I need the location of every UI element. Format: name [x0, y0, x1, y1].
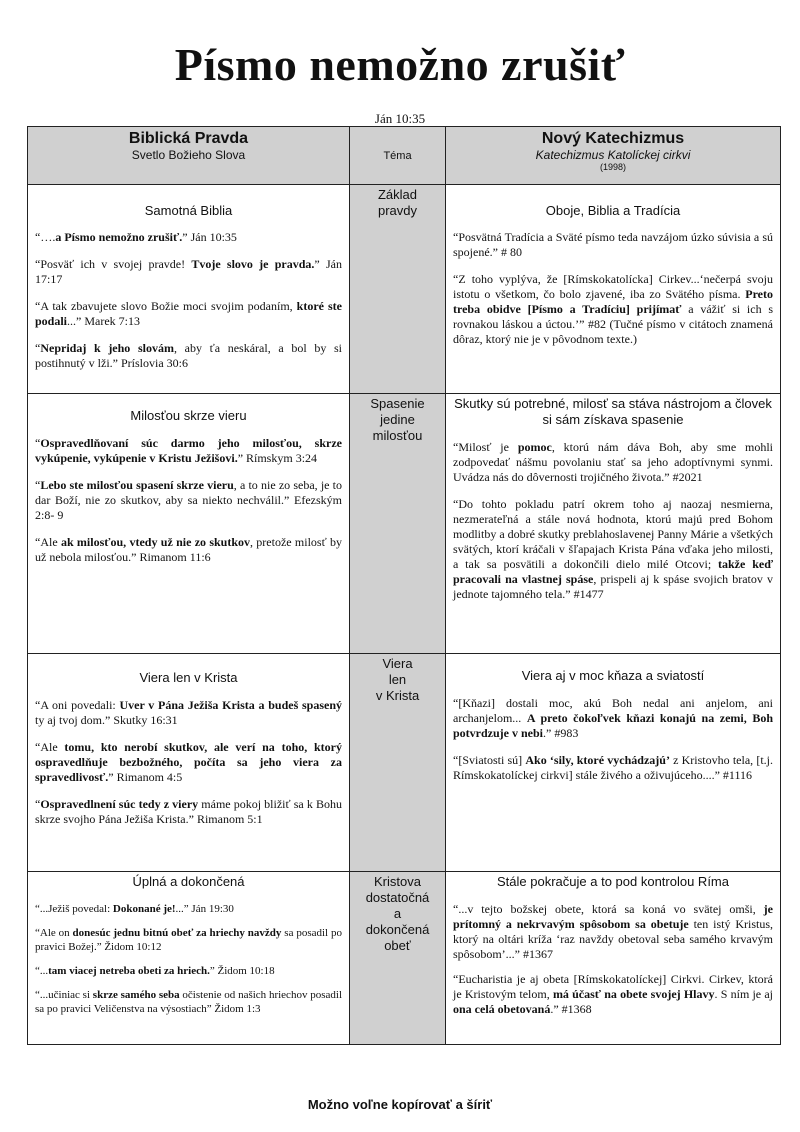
- header-row: [28, 127, 781, 185]
- theme-cell: [350, 872, 446, 1045]
- quote: “Ale tomu, kto nerobí skutkov, ale verí na toho, ktorý ospravedlňuje bezbožného, počíta sa jeho viera za spravedlivosť.” Rimanom 4:5: [35, 740, 342, 784]
- quote: “Ale ak milosťou, vtedy už nie zo skutkov, pretože milosť by už nebola milosťou.” Rimanom 11:6: [35, 535, 343, 564]
- right-cell: [446, 394, 781, 654]
- quote: “[Kňazi] dostali moc, akú Boh nedal ani anjelom, ani archanjelom... A preto čokoľvek kňazi konajú na zemi, Boh potvrdzuje v nebi.” #983: [453, 696, 774, 740]
- quote: “Ospravedlnení súc tedy z viery máme pokoj bližiť sa k Bohu skrze svojho Pána Ježiša Krista.” Rimanom 5:1: [35, 797, 343, 826]
- right-cell-title: Skutky sú potrebné, milosť sa stáva nástrojom a človek si sám získava spasenie: [454, 396, 772, 427]
- quote: “Ale on donesúc jednu bitnú obeť za hriechy navždy sa posadil po pravici Božej.” Židom 10:12: [35, 927, 342, 953]
- quote: “...učiniac si skrze samého seba očistenie od našich hriechov posadil sa po pravici Veličenstva na výsostiach” Židom 1:3: [35, 989, 342, 1015]
- header-middle: Téma: [350, 127, 446, 185]
- theme-line: dokončená: [365, 922, 430, 937]
- left-cell-title: Viera len v Krista: [139, 670, 238, 685]
- header-left: [28, 127, 350, 185]
- left-cell-title: Samotná Biblia: [144, 203, 233, 218]
- right-cell-title: Stále pokračuje a to pod kontrolou Ríma: [497, 874, 729, 889]
- reference: Ján 10:35: [374, 111, 426, 126]
- quote: “...tam viacej netreba obeti za hriech.” Židom 10:18: [35, 965, 275, 977]
- page-title: Písmo nemožno zrušiť: [174, 39, 626, 90]
- theme-cell: [350, 394, 446, 654]
- header-right-title: Nový Katechizmus: [541, 130, 685, 147]
- theme-line: a: [393, 906, 402, 921]
- right-cell: [446, 185, 781, 394]
- quote: “...Ježiš povedal: Dokonané je!...” Ján 19:30: [35, 903, 234, 915]
- right-cell: [446, 872, 781, 1045]
- theme-line: Kristova: [374, 874, 421, 889]
- theme-line: milosťou: [372, 428, 423, 443]
- quote: “Eucharistia je aj obeta [Rímskokatolíckej] Cirkvi. Cirkev, ktorá je Kristovým telom, má účasť na obete svojej Hlavy. S ním je aj ona celá obetovaná.” #1368: [453, 972, 774, 1016]
- theme-line: Viera: [382, 656, 413, 671]
- quote: “...v tejto božskej obete, ktorá sa koná vo svätej omši, je prítomný a nekrvavým spôsobom sa obetuje ten istý Kristus, ktorý na oltári kríža ‘raz navždy obetoval seba samého krvavým spôsobom’...” #1367: [453, 902, 774, 961]
- right-cell: [446, 654, 781, 872]
- quote: “Do tohto pokladu patrí okrem toho aj naozaj nesmierna, nezmerateľná a stále nová hodnota, ktorú majú pred Bohom modlitby a dobré skutky preblahoslavenej Panny Márie a všetkých svätých, ktorí kráčali v šľapajach Krista Pána vďaka jeho milosti, a tak sa posvätili a dokončili dielo milé Otcovi; takže keď pracovali na vlastnej spáse, prispeli aj k spáse svojich bratov v jednote tajomného tela.” #1477: [453, 497, 773, 601]
- header-right-subtitle: Katechizmus Katolíckej cirkvi: [535, 148, 691, 162]
- left-cell: [28, 872, 350, 1045]
- theme-line: len: [388, 672, 407, 687]
- table-row: [28, 185, 781, 394]
- theme-line: obeť: [384, 938, 411, 953]
- header-left-title: Biblická Pravda: [128, 130, 249, 147]
- theme-line: v Krista: [375, 688, 420, 703]
- quote: “Posväť ich v svojej pravde! Tvoje slovo je pravda.” Ján 17:17: [35, 257, 342, 286]
- quote: “Z toho vyplýva, že [Rímskokatolícka] Cirkev...‘nečerpá svoju istotu o všetkom, čo bolo zjavené, iba zo Svätého písma. Preto treba obidve [Písmo a Tradíciu] prijímať a vážiť si ich s rovnakou láskou a úctou.’” #82 (Tučné písmo v citátoch znamená dôraz, ktorý nie je v pôvodnom texte.): [453, 272, 773, 346]
- table-row: [28, 394, 781, 654]
- header-left-subtitle: Svetlo Božieho Slova: [131, 148, 246, 162]
- left-cell-title: Úplná a dokončená: [132, 874, 245, 889]
- quote: “Ospravedlňovaní súc darmo jeho milosťou, skrze vykúpenie, vykúpenie v Kristu Ježišovi.” Rímskym 3:24: [35, 436, 342, 465]
- theme-line: Základ: [377, 187, 418, 202]
- quote: “Posvätná Tradícia a Sväté písmo teda navzájom úzko súvisia a sú spojené.” # 80: [453, 230, 773, 259]
- quote: “[Sviatosti sú] Ako ‘sily, ktoré vychádzajú’ z Kristovho tela, [t.j. Rímskokatolíckej cirkvi] stále živého a oživujúceho....” #1116: [453, 753, 773, 782]
- quote: “A oni povedali: Uver v Pána Ježiša Krista a budeš spasený ty aj tvoj dom.” Skutky 16:31: [35, 698, 342, 727]
- theme-cell: [350, 654, 446, 872]
- theme-line: pravdy: [377, 203, 418, 218]
- theme-line: jedine: [380, 412, 415, 427]
- quote: “Nepridaj k jeho slovám, aby ťa neskáral, a bol by si postihnutý v lži.” Príslovia 30:6: [35, 341, 342, 370]
- left-cell: [28, 654, 350, 872]
- right-cell-title: Viera aj v moc kňaza a sviatostí: [521, 668, 705, 683]
- header-right: [446, 127, 781, 185]
- table-row: [28, 654, 781, 872]
- comparison-table: [27, 126, 781, 1045]
- table-row: [28, 872, 781, 1045]
- theme-line: Spasenie: [370, 396, 425, 411]
- left-cell: [28, 185, 350, 394]
- quote: “….a Písmo nemožno zrušiť.” Ján 10:35: [35, 230, 237, 244]
- header-right-year: (1998): [599, 162, 626, 172]
- left-cell: [28, 394, 350, 654]
- quote: “A tak zbavujete slovo Božie moci svojim podaním, ktoré ste podali...” Marek 7:13: [35, 299, 342, 328]
- left-cell-title: Milosťou skrze vieru: [130, 408, 247, 423]
- theme-cell: [350, 185, 446, 394]
- quote: “Milosť je pomoc, ktorú nám dáva Boh, aby sme mohli zodpovedať nášmu povolaniu stať sa jeho adoptívnymi synmi. Uvádza nás do dôvernosti trojičného života.” #2021: [453, 440, 773, 484]
- right-cell-title: Oboje, Biblia a Tradícia: [545, 203, 681, 218]
- theme-line: dostatočná: [365, 890, 430, 905]
- footer-note: Možno voľne kopírovať a šíriť: [307, 1097, 493, 1112]
- quote: “Lebo ste milosťou spasení skrze vieru, a to nie zo seba, je to dar Boží, nie zo skutkov, aby sa niekto nechválil.” Efezským 2:8- 9: [35, 478, 342, 522]
